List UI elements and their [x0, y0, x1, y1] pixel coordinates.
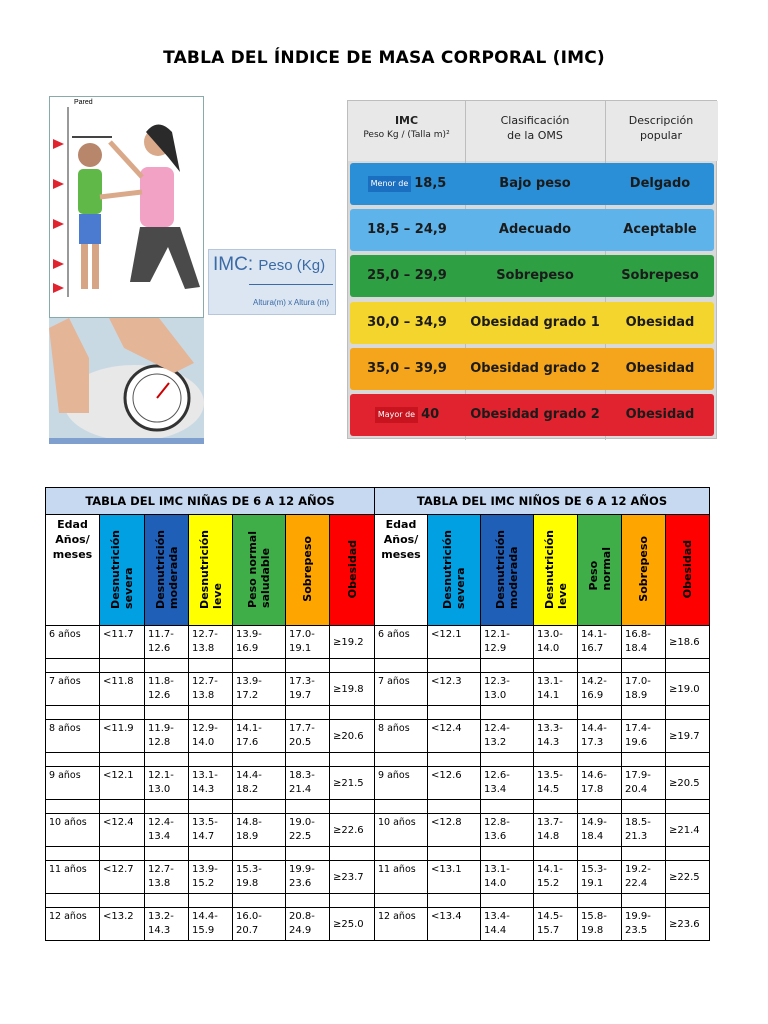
formula-numerator: Peso (Kg) — [258, 257, 326, 274]
popular-description-cell: Obesidad — [625, 360, 695, 376]
girls-value-cell: ≥25.0 — [330, 908, 375, 941]
oms-classification-cell: Adecuado — [498, 222, 572, 238]
height-measure-image — [49, 96, 204, 318]
table-row — [46, 908, 710, 941]
imc-range-cell — [350, 163, 464, 205]
girls-value-cell: <11.8 — [100, 673, 145, 706]
formula-denominator: Altura(m) x Altura (m) — [253, 298, 330, 307]
spacer-row — [46, 800, 710, 814]
girls-age-cell: 10 años — [46, 814, 100, 847]
boys-age-cell: 9 años — [375, 767, 428, 800]
mother-child-measuring-icon — [50, 97, 204, 319]
imc-range-value: 30,0 – 34,9 — [367, 314, 447, 330]
oms-classification-cell: Sobrepeso — [496, 268, 574, 284]
table-row — [46, 673, 710, 706]
classification-row — [350, 163, 714, 205]
boys-value-cell: 13.1- 14.0 — [481, 861, 534, 894]
boys-value-cell: 16.8- 18.4 — [622, 626, 666, 659]
oms-header: Clasificación de la OMS — [500, 114, 570, 142]
girls-value-cell: 11.8- 12.6 — [145, 673, 189, 706]
range-prefix-tag: Menor de — [368, 176, 412, 192]
popular-description-cell: Obesidad — [625, 407, 695, 422]
feet-on-scale-image — [49, 318, 204, 438]
girls-column-header — [286, 515, 330, 626]
boys-age-cell: 12 años — [375, 908, 428, 941]
table-row — [46, 767, 710, 800]
spacer-row — [46, 753, 710, 767]
girls-value-cell: <12.1 — [100, 767, 145, 800]
imc-range-cell — [350, 348, 464, 390]
boys-age-cell: 6 años — [375, 626, 428, 659]
boys-age-cell: 10 años — [375, 814, 428, 847]
spacer-row — [46, 894, 710, 908]
boys-table-caption: TABLA DEL IMC NIÑOS DE 6 A 12 AÑOS — [375, 488, 710, 515]
wall-label: Pared — [74, 99, 93, 106]
boys-column-label: Obesidad — [681, 539, 694, 599]
boys-value-cell: 15.8- 19.8 — [578, 908, 622, 941]
boys-value-cell: 14.5- 15.7 — [534, 908, 578, 941]
boys-value-cell: 17.9- 20.4 — [622, 767, 666, 800]
girls-value-cell: ≥23.7 — [330, 861, 375, 894]
table-row — [46, 626, 710, 659]
bathroom-scale-icon — [49, 318, 204, 438]
imc-range-cell — [350, 302, 464, 344]
boys-value-cell: 13.1- 14.1 — [534, 673, 578, 706]
girls-column-label: Desnutrición severa — [109, 529, 135, 609]
girls-value-cell: <13.2 — [100, 908, 145, 941]
girls-value-cell: 16.0- 20.7 — [233, 908, 286, 941]
boys-value-cell: ≥23.6 — [666, 908, 710, 941]
boys-age-cell: 11 años — [375, 861, 428, 894]
popular-description-cell: Obesidad — [625, 314, 695, 330]
measuring-illustration — [49, 96, 204, 444]
imc-range-cell — [350, 255, 464, 297]
boys-value-cell: 13.4- 14.4 — [481, 908, 534, 941]
boys-value-cell: ≥20.5 — [666, 767, 710, 800]
boys-column-header — [428, 515, 481, 626]
boys-value-cell: 12.1- 12.9 — [481, 626, 534, 659]
girls-age-cell: 8 años — [46, 720, 100, 753]
boys-column-label: Sobrepeso — [637, 536, 650, 602]
boys-value-cell: 17.4- 19.6 — [622, 720, 666, 753]
girls-value-cell: 15.3- 19.8 — [233, 861, 286, 894]
oms-classification-cell: Obesidad grado 1 — [470, 314, 600, 330]
boys-value-cell: <13.4 — [428, 908, 481, 941]
popular-description-cell: Delgado — [629, 176, 691, 191]
imc-range-cell — [350, 394, 464, 436]
boys-value-cell: 12.6- 13.4 — [481, 767, 534, 800]
boys-column-header — [578, 515, 622, 626]
boys-value-cell: 14.4- 17.3 — [578, 720, 622, 753]
boys-value-cell: 19.2- 22.4 — [622, 861, 666, 894]
spacer-row — [46, 847, 710, 861]
imc-range-value: 25,0 – 29,9 — [367, 268, 447, 284]
girls-value-cell: 14.4- 18.2 — [233, 767, 286, 800]
girls-value-cell: 12.1- 13.0 — [145, 767, 189, 800]
classification-row — [350, 209, 714, 251]
girls-value-cell: 13.5- 14.7 — [189, 814, 233, 847]
formula-numerator-line — [213, 254, 325, 276]
boys-value-cell: <12.1 — [428, 626, 481, 659]
children-imc-tables — [45, 487, 710, 941]
boys-value-cell: 15.3- 19.1 — [578, 861, 622, 894]
girls-age-cell: 12 años — [46, 908, 100, 941]
imc-formula — [208, 249, 336, 315]
imc-range-value: 40 — [421, 407, 440, 422]
girls-value-cell: 19.9- 23.6 — [286, 861, 330, 894]
girls-value-cell: 13.1- 14.3 — [189, 767, 233, 800]
oms-classification-cell: Obesidad grado 2 — [470, 360, 600, 376]
girls-value-cell: <11.7 — [100, 626, 145, 659]
girls-value-cell: <12.7 — [100, 861, 145, 894]
imc-range-value: 18,5 — [414, 176, 447, 191]
girls-column-label: Desnutrición leve — [197, 529, 224, 609]
boys-column-header — [481, 515, 534, 626]
imc-range-cell — [350, 209, 464, 251]
boys-age-header: Edad Años/ meses — [375, 515, 428, 626]
boys-value-cell: 17.0- 18.9 — [622, 673, 666, 706]
classification-header — [348, 101, 718, 161]
boys-value-cell: ≥22.5 — [666, 861, 710, 894]
girls-value-cell: ≥21.5 — [330, 767, 375, 800]
classification-row — [350, 394, 714, 436]
girls-age-cell: 11 años — [46, 861, 100, 894]
oms-classification-table — [347, 100, 717, 439]
boys-value-cell: 14.6- 17.8 — [578, 767, 622, 800]
girls-value-cell: 14.1- 17.6 — [233, 720, 286, 753]
popular-description-cell: Aceptable — [623, 222, 697, 238]
boys-value-cell: 13.7- 14.8 — [534, 814, 578, 847]
girls-value-cell: 13.2- 14.3 — [145, 908, 189, 941]
table-row — [46, 814, 710, 847]
boys-column-header — [666, 515, 710, 626]
girls-value-cell: <11.9 — [100, 720, 145, 753]
boys-value-cell: ≥21.4 — [666, 814, 710, 847]
boys-value-cell: <12.6 — [428, 767, 481, 800]
boys-value-cell: 13.5- 14.5 — [534, 767, 578, 800]
girls-value-cell: 20.8- 24.9 — [286, 908, 330, 941]
boys-value-cell: <12.4 — [428, 720, 481, 753]
boys-column-label: Desnutrición moderada — [494, 529, 520, 609]
popular-description-cell: Sobrepeso — [621, 268, 699, 284]
girls-value-cell: ≥20.6 — [330, 720, 375, 753]
girls-value-cell: 18.3- 21.4 — [286, 767, 330, 800]
classification-row — [350, 255, 714, 297]
boys-column-label: Desnutrición leve — [542, 529, 569, 609]
boys-column-label: Peso normal — [586, 547, 613, 591]
boys-age-cell: 7 años — [375, 673, 428, 706]
girls-value-cell: 12.7- 13.8 — [145, 861, 189, 894]
spacer-row — [46, 659, 710, 673]
formula-fraction-bar — [249, 284, 333, 285]
boys-value-cell: 13.3- 14.3 — [534, 720, 578, 753]
girls-table-caption: TABLA DEL IMC NIÑAS DE 6 A 12 AÑOS — [46, 488, 375, 515]
girls-column-header — [145, 515, 189, 626]
girls-column-label: Desnutrición moderada — [153, 529, 180, 609]
oms-classification-cell: Obesidad grado 2 — [470, 407, 600, 422]
boys-column-header — [622, 515, 666, 626]
oms-classification-cell: Bajo peso — [499, 176, 571, 191]
imc-range-value: 35,0 – 39,9 — [367, 360, 447, 376]
girls-value-cell: 12.7- 13.8 — [189, 673, 233, 706]
boys-value-cell: <12.8 — [428, 814, 481, 847]
boys-value-cell: 18.5- 21.3 — [622, 814, 666, 847]
girls-value-cell: 11.7- 12.6 — [145, 626, 189, 659]
boys-value-cell: 14.9- 18.4 — [578, 814, 622, 847]
boys-value-cell: ≥18.6 — [666, 626, 710, 659]
table-row — [46, 861, 710, 894]
boys-value-cell: 14.1- 15.2 — [534, 861, 578, 894]
girls-value-cell: 13.9- 16.9 — [233, 626, 286, 659]
girls-value-cell: 12.4- 13.4 — [145, 814, 189, 847]
boys-value-cell: <13.1 — [428, 861, 481, 894]
boys-value-cell: 19.9- 23.5 — [622, 908, 666, 941]
popular-header: Descripción popular — [628, 114, 694, 142]
girls-column-label: Peso normal saludable — [246, 530, 272, 608]
boys-value-cell: 12.3- 13.0 — [481, 673, 534, 706]
imc-header: IMC Peso Kg / (Talla m)² — [363, 114, 450, 140]
boys-age-cell: 8 años — [375, 720, 428, 753]
girls-value-cell: 11.9- 12.8 — [145, 720, 189, 753]
table-row — [46, 720, 710, 753]
girls-age-cell: 6 años — [46, 626, 100, 659]
girls-value-cell: ≥19.2 — [330, 626, 375, 659]
girls-value-cell: 17.7- 20.5 — [286, 720, 330, 753]
boys-value-cell: ≥19.7 — [666, 720, 710, 753]
girls-value-cell: 14.4- 15.9 — [189, 908, 233, 941]
girls-value-cell: <12.4 — [100, 814, 145, 847]
boys-column-header — [534, 515, 578, 626]
girls-column-label: Obesidad — [345, 539, 359, 599]
girls-value-cell: 13.9- 17.2 — [233, 673, 286, 706]
girls-column-header — [100, 515, 145, 626]
imc-range-value: 18,5 – 24,9 — [367, 222, 447, 238]
girls-value-cell: 12.9- 14.0 — [189, 720, 233, 753]
classification-row — [350, 302, 714, 344]
spacer-row — [46, 706, 710, 720]
boys-value-cell: 14.2- 16.9 — [578, 673, 622, 706]
boys-column-label: Desnutrición severa — [441, 529, 467, 609]
girls-value-cell: 19.0- 22.5 — [286, 814, 330, 847]
girls-column-header — [233, 515, 286, 626]
girls-value-cell: 14.8- 18.9 — [233, 814, 286, 847]
girls-value-cell: 17.0- 19.1 — [286, 626, 330, 659]
boys-value-cell: <12.3 — [428, 673, 481, 706]
boys-value-cell: 14.1- 16.7 — [578, 626, 622, 659]
girls-value-cell: 17.3- 19.7 — [286, 673, 330, 706]
formula-lhs: IMC: — [213, 254, 254, 275]
girls-age-header: Edad Años/ meses — [46, 515, 100, 626]
girls-column-label: Sobrepeso — [301, 536, 314, 602]
girls-column-header — [189, 515, 233, 626]
classification-row — [350, 348, 714, 390]
girls-value-cell: ≥19.8 — [330, 673, 375, 706]
girls-age-cell: 7 años — [46, 673, 100, 706]
girls-age-cell: 9 años — [46, 767, 100, 800]
range-prefix-tag: Mayor de — [375, 407, 418, 423]
girls-value-cell: 12.7- 13.8 — [189, 626, 233, 659]
boys-value-cell: 13.0- 14.0 — [534, 626, 578, 659]
boys-value-cell: 12.8- 13.6 — [481, 814, 534, 847]
girls-column-header — [330, 515, 375, 626]
boys-value-cell: ≥19.0 — [666, 673, 710, 706]
girls-value-cell: ≥22.6 — [330, 814, 375, 847]
page-title: TABLA DEL ÍNDICE DE MASA CORPORAL (IMC) — [163, 48, 605, 68]
boys-value-cell: 12.4- 13.2 — [481, 720, 534, 753]
girls-value-cell: 13.9- 15.2 — [189, 861, 233, 894]
